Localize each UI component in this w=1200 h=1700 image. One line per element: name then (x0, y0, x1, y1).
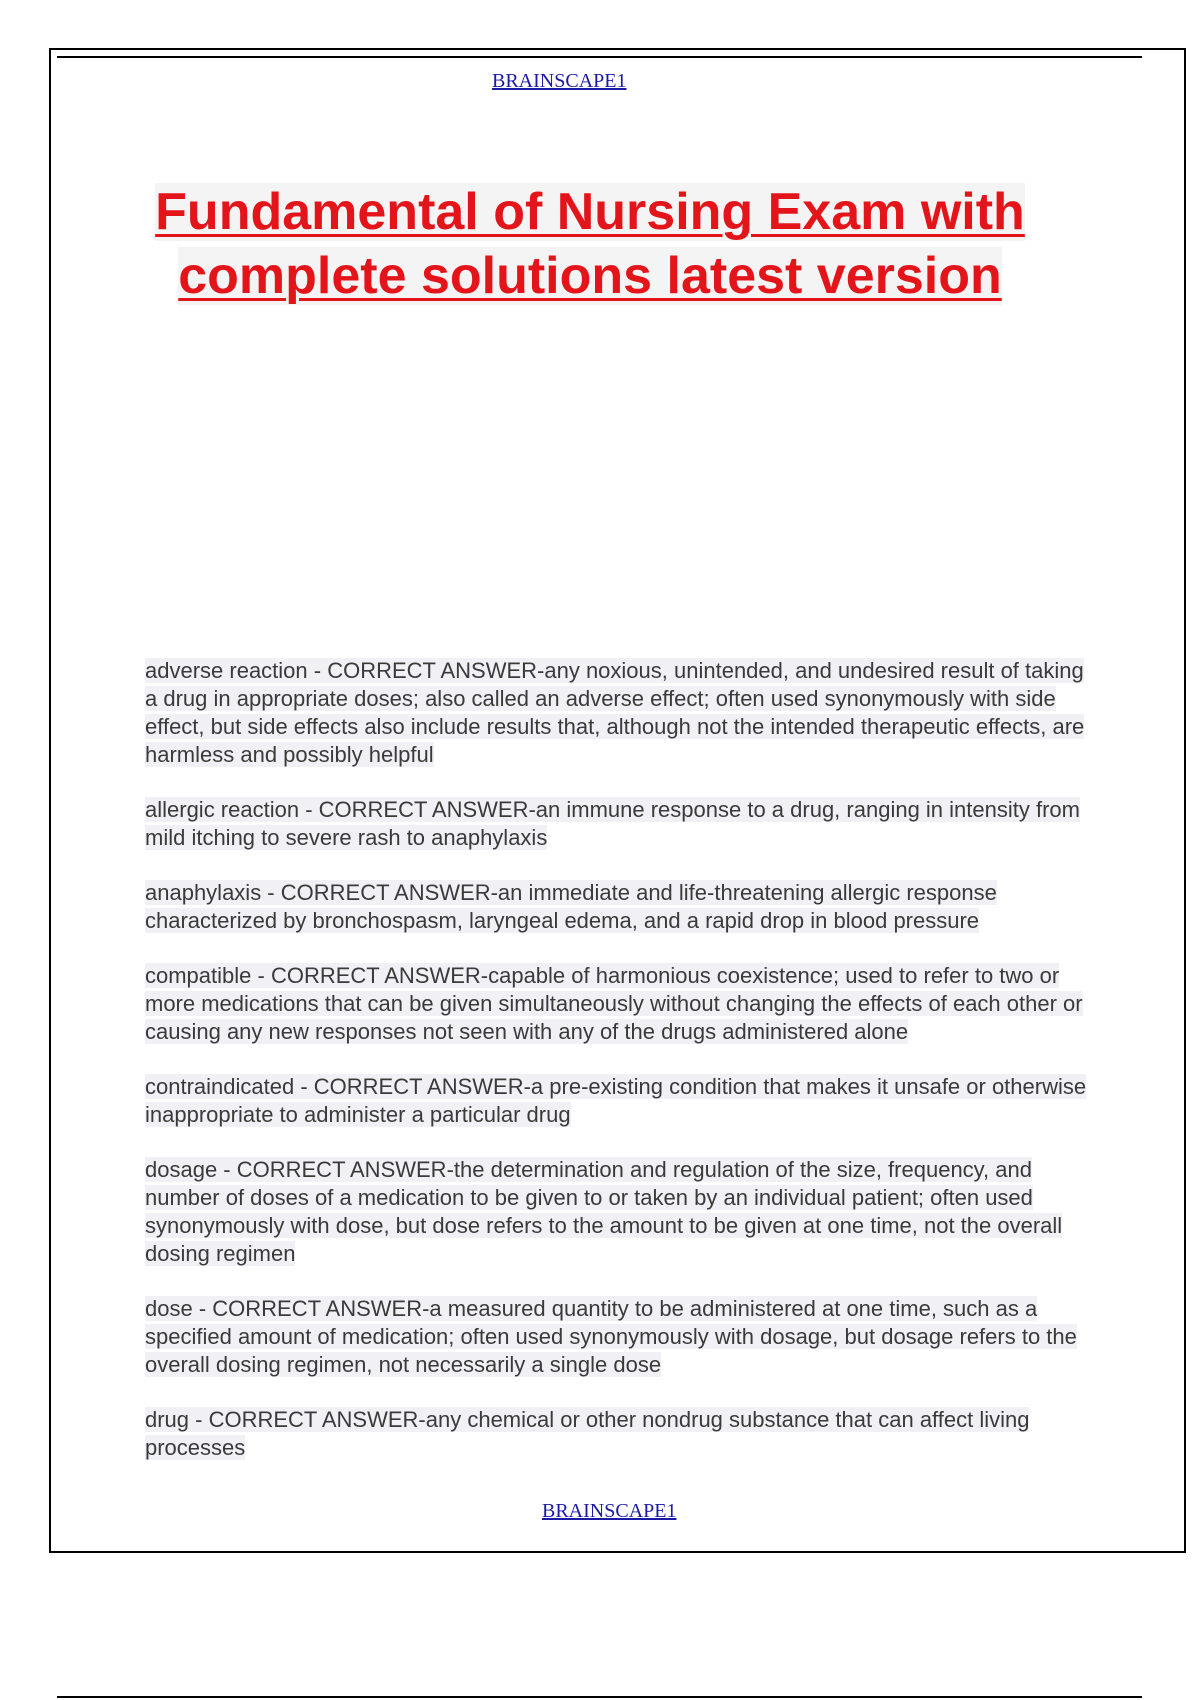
list-item (145, 1073, 1095, 1129)
definition-list (145, 657, 1095, 1489)
list-item (145, 1156, 1095, 1268)
top-rule (57, 56, 1142, 58)
definition-text: dose - CORRECT ANSWER-a measured quantity to be administered at one time, such as a specified amount of medication; often used synonymously with dosage, but dosage refers to the overall dosing regimen, not necessarily a single dose (145, 1296, 1077, 1377)
document-title (140, 180, 1040, 308)
header-watermark-link[interactable]: BRAINSCAPE1 (492, 70, 627, 92)
definition-text: dosage - CORRECT ANSWER-the determination and regulation of the size, frequency, and number of doses of a medication to be given to or taken by an individual patient; often used synonymously with dose, but dose refers to the amount to be given at one time, not the overall dosing regimen (145, 1157, 1063, 1266)
definition-text: compatible - CORRECT ANSWER-capable of harmonious coexistence; used to refer to two or more medications that can be given simultaneously without changing the effects of each other or causing any new responses not seen with any of the drugs administered alone (145, 963, 1083, 1044)
definition-text: contraindicated - CORRECT ANSWER-a pre-existing condition that makes it unsafe or otherwise inappropriate to administer a particular drug (145, 1074, 1087, 1127)
list-item (145, 657, 1095, 769)
footer-watermark-link[interactable]: BRAINSCAPE1 (542, 1500, 677, 1522)
list-item (145, 1295, 1095, 1379)
definition-text: adverse reaction - CORRECT ANSWER-any noxious, unintended, and undesired result of taking a drug in appropriate doses; also called an adverse effect; often used synonymously with side effect, but side effects also include results that, although not the intended therapeutic effects, are harmless and possibly helpful (145, 658, 1085, 767)
list-item (145, 1406, 1095, 1462)
bottom-rule (57, 1696, 1142, 1698)
list-item (145, 879, 1095, 935)
list-item (145, 962, 1095, 1046)
title-line-1: Fundamental of Nursing Exam with (155, 183, 1025, 241)
title-line-2: complete solutions latest version (178, 247, 1002, 305)
definition-text: allergic reaction - CORRECT ANSWER-an immune response to a drug, ranging in intensity from mild itching to severe rash to anaphylaxis (145, 797, 1080, 850)
definition-text: drug - CORRECT ANSWER-any chemical or other nondrug substance that can affect living processes (145, 1407, 1030, 1460)
definition-text: anaphylaxis - CORRECT ANSWER-an immediate and life-threatening allergic response characterized by bronchospasm, laryngeal edema, and a rapid drop in blood pressure (145, 880, 997, 933)
list-item (145, 796, 1095, 852)
